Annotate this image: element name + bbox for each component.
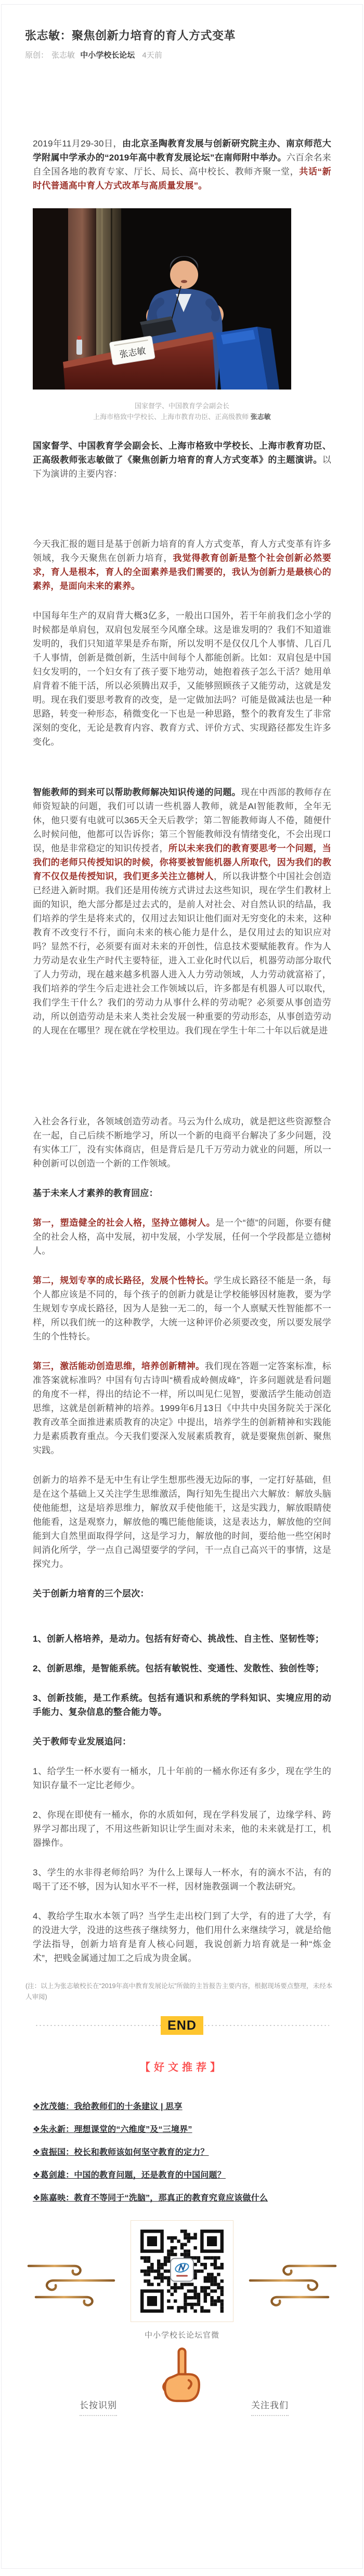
name-card-text: 张志敏	[119, 345, 147, 360]
text-segment: 第一，塑造健全的社会人格，坚持立德树人。	[33, 1218, 216, 1228]
caption-speaker-name: 张志敏	[250, 413, 271, 421]
article-paragraph	[33, 1909, 331, 1965]
article-paragraph	[33, 785, 331, 1038]
article-header	[2, 5, 362, 61]
text-segment: 创新力的培养不是无中生有让学生想那些漫无边际的事，一定打好基础，但是在这个基础上又关注学生思维激活，陶行知先生提出六大解放：解放头脑使他能想，这是培养思维力，解放双手使他能干，这是实践力，解放眼睛使他能看，这是观察力，解放他的嘴巴能他能谈，这是表达力，解放他的空间能到大自然里面取得学问，这是学习力，解放他的时间，要给他一些空闲时间消化所学，学一点自己渴望要学的学问，干一点自己高兴干的事情，这是探究力。	[33, 1475, 331, 1569]
byline	[25, 50, 339, 61]
text-segment: 国家督学、中国教育学会副会长、上海市格致中学校长、上海市教育功臣、正高级教师张志敏做了《聚焦创新力培育的育人方式变革》的主题演讲。	[33, 441, 331, 465]
text-segment: 基于未来人才素养的教育回应：	[33, 1188, 158, 1198]
follow-us-hint: 关注我们	[251, 2398, 289, 2416]
text-segment: 我觉得教育创新是整个社会创新必然要求，育人是根本，育人的全面素养是我们需要的，我认为创新力是最核心的素养，是面向未来的素养。	[33, 553, 331, 591]
section-heading	[33, 1186, 331, 1200]
caption-line-1: 国家督学、中国教育学会副会长	[134, 402, 229, 410]
pointing-hand-icon	[156, 2344, 208, 2404]
section-heading	[33, 1735, 331, 1749]
text-segment: 1、创新人格培养，是动力。包括有好奇心、挑战性、自主性、坚韧性等；	[33, 1634, 324, 1644]
text-segment: 中国每年生产的双肩背大概3亿多，一般出口国外，若干年前我们念小学的时候都是单肩包，双肩包发展至今风靡全球。这是谁发明的？我们不知道谁发明的，我们只知道苹果是乔布斯，所以发明不是仅仅几个人事情、几百几千人事情，创新是微创新，生活中间每个人都能创新。比如：双肩包是中国妇女发明的，一个妇女有了孩子要下地劳动，她抱着孩子怎么干活？她用单肩背着不能干活，所以必须腾出双手，又能够照顾孩子又能劳动，这就是发明。现在我们要思考教育的改变，是一定做加法吗？可能是做减法也是一种思路，转变一种形态，稍微变化一下也是一种思路，整个的教育发生了非常深刻的变化，无论是教育内容、教育方式、评价方式、实现路径都发生许多变化。	[33, 611, 331, 747]
article-body	[33, 439, 331, 1965]
recommend-link[interactable]: ❖葛剑雄：中国的教育问题，还是教育的中国问题？	[33, 2171, 226, 2180]
recommend-links	[33, 2101, 331, 2204]
qr-section	[2, 2215, 362, 2464]
article-content	[2, 137, 362, 2204]
text-segment: 学生成长路径不能是一条，每个人都应该是不同的，每个孩子的创新力就是让学校能够因材施教，要为学生规划专享成长路径，因为人是独一无二的，每一个人禀赋天性智能都不一样，所以我们统一的这种教学，大统一这种评价必须要改变，所以要发展学生的个性特长。	[33, 1276, 331, 1341]
page-title: 张志敏：聚焦创新力培育的育人方式变革	[25, 29, 236, 42]
spacer	[33, 497, 331, 537]
caption-line-2: 上海市格致中学校长、上海市教育功臣、正高级教师	[93, 413, 251, 421]
qr-caption: 中小学校长论坛官微	[144, 2331, 219, 2340]
byline-original-label: 原创：	[25, 51, 49, 60]
recommend-link[interactable]: ❖陈嘉映：教育不等同于“洗脑”，那真正的教育究竟应该做什么	[33, 2194, 268, 2203]
dotted-line	[203, 2025, 329, 2026]
article-paragraph	[33, 1691, 331, 1719]
text-segment: 关于教师专业发展追问：	[33, 1737, 132, 1747]
text-segment: 以下为演讲的主要内容：	[33, 455, 331, 479]
recommend-title: 【好文推荐】	[140, 2062, 224, 2073]
recommend-link[interactable]: ❖沈茂德：我给教师们的十条建议 | 思享	[33, 2102, 183, 2111]
cloud-ornament-right	[246, 2251, 340, 2314]
text-segment: 所以未来我们的教育要思考一个问题，当我们的老师只传授知识的时候，你将要被智能机器人所取代，因为我们的教育不仅仅是传授知识，我们更多关注立德树人	[33, 843, 331, 881]
editor-note: (注：以上为张志敏校长在“2019年高中教育发展论坛”所做的主旨报告主要内容，根据现场要点整理，未经本人审阅)	[25, 1982, 333, 2001]
article-page	[1, 4, 363, 2569]
article-paragraph	[33, 609, 331, 749]
spacer	[33, 1053, 331, 1115]
qr-center-logo	[170, 2258, 194, 2285]
cloud-ornament-left	[24, 2251, 118, 2314]
text-segment: 2、创新思维，是智能系统。包括有敏锐性、变通性、发散性、独创性等；	[33, 1663, 324, 1673]
recommend-link[interactable]: ❖朱永新：理想课堂的“六维度”及“三境界”	[33, 2125, 192, 2134]
spacer	[33, 764, 331, 785]
article-paragraph	[33, 1216, 331, 1258]
article-paragraph	[33, 1115, 331, 1171]
qr-code	[131, 2220, 233, 2322]
article-paragraph	[33, 1808, 331, 1850]
text-segment: ，所以我讲整个中国社会创造已经进入新时期。我们还是用传统方式讲过去这些知识，现在学生们教材上面的知识，绝大部分都是过去式的，是前人对社会、对自然认识的结晶，我们培养的学生是将来式的，仅用过去知识让他们面对无穷变化的未来，这种教育不改变行不行，面向未来的核心能力是什么，是仅用过去的知识应对吗？显然不行，必须要有面对未来的开创性，信息技术要赋能教育。作为人力劳动是农业生产时代主要特征，进入工业化时代以后，机器劳动部分取代了人力劳动，现在越来越多机器人进入人力劳动领域，人力劳动就富裕了，我们培养的学生今后走进社会工作领域以后，许多都是有机器人可以取代，我们学生干什么？我们的劳动力从事什么样的劳动呢？必须要从事创造劳动，所以创造劳动是未来人类社会发展一种重要的劳动形态，从事创造劳动的人现在在哪里？现在就在学校里边。我们现在学生十年二十年以后就是进	[33, 871, 331, 1036]
water-bottle	[76, 339, 82, 355]
section-heading	[33, 1587, 331, 1601]
byline-author: 张志敏	[51, 51, 75, 60]
speaker-photo[interactable]	[33, 208, 291, 392]
photo-caption	[2, 400, 362, 422]
text-segment: 2019年11月29-30日，	[33, 139, 122, 149]
text-segment: 第二，规划专享的成长路径，发展个性特长。	[33, 1276, 214, 1285]
long-press-hint: 长按识别	[80, 2398, 117, 2416]
end-badge: END	[161, 2016, 203, 2035]
article-paragraph	[33, 1359, 331, 1457]
text-segment: 3、创新技能，是工作系统。包括有通识和系统的学科知识、实境应用的动手能力、复杂信息的整合能力等。	[33, 1693, 331, 1717]
article-intro	[33, 137, 331, 193]
article-paragraph	[33, 1866, 331, 1894]
text-segment: 智能教师的到来可以帮助教师解决知识传递的问题。	[33, 787, 241, 797]
article-paragraph	[33, 537, 331, 593]
article-paragraph	[33, 1273, 331, 1344]
text-segment: 现在中西部的教师存在师资短缺的问题，我们可以请一些机器人教师，就是AI智能教师，全年无休，他只要有电就可以365天全天后教学；第二智能教师诲人不倦，随便什么时候问他，他都可以告诉你；第三个智能教师没有情绪变化，不会出现口误，他是非常稳定的知识传授者，	[33, 787, 331, 853]
text-segment: 3、学生的水非得老师给吗？为什么上课每人一杯水，有的滴水不沾，有的喝干了还不够，因为认知水平不一样，因材施教强调一个教法研究。	[33, 1868, 331, 1891]
text-segment: 4、教给学生取水本领了吗？当学生走出校门到了大学，有的进了大学，有的没进大学，没进的这些孩子继续努力，他们用什么来继续学习，就是给他学法指导，创新力培育是育人核心问题，我说创新力培育就是一种“炼金术”，把贱金属通过加工之后成为贵金属。	[33, 1911, 331, 1963]
dotted-line	[35, 2025, 161, 2026]
article-paragraph	[33, 1473, 331, 1571]
text-segment: 我们现在答题一定答案标准，标准答案就标准吗？中国有句古诗叫“横看成岭侧成峰”，许多问题就是看问题的角度不一样，得出的结论不一样，所以叫见仁见智，要激活学生能动创造思维，这就是创新精神的培养。1999年6月13日《中共中央国务院关于深化教育改革全面推进素质教育的决定》中提出，培养学生的创新精神和实践能力是素质教育重点。今天我们要深入发展素质教育，就是要聚焦创新、聚焦实践。	[33, 1361, 331, 1455]
article-paragraph	[33, 137, 331, 193]
recommend-link[interactable]: ❖袁振国：校长和教师该如何坚守教育的定力？	[33, 2148, 209, 2157]
text-segment: 入社会各行业，各领域创造劳动者。马云为什么成功，就是把这些资源整合在一起，自己后续不断地学习，所以一个新的电商平台解决了多少问题，没有实体工厂，没有实体商店，但是背后是几千万劳动力就业的问题，所以一种创新可以创造一个新的工作领域。	[33, 1117, 331, 1169]
text-segment: 1、给学生一杯水要有一桶水，几十年前的一桶水你还有多少，现在学生的知识存量不一定比老师少。	[33, 1766, 331, 1790]
end-divider	[35, 2016, 329, 2035]
article-paragraph	[33, 1661, 331, 1675]
text-segment: 今天我汇报的题目是基于创新力培育的育人方式变革，育人方式变革有许多领域，我今天聚焦在创新力培育，	[33, 539, 331, 563]
text-segment: 由北京圣陶教育发展与创新研究院主办、南京师范大学附属中学承办的“2019年高中教育发展论坛”在南师附中举办。	[33, 139, 331, 163]
article-paragraph	[33, 1632, 331, 1646]
spacer	[33, 1616, 331, 1632]
text-segment: 关于创新力培育的三个层次：	[33, 1589, 149, 1599]
text-segment: 第三，激活能动创造思维，培养创新精神。	[33, 1361, 205, 1371]
text-segment: 六百余名来自全国各地的教育专家、厅长、局长、高中校长、教师齐聚一堂，	[33, 153, 331, 177]
text-segment: 共话“新时代普通高中育人方式改革与高质量发展”。	[33, 167, 331, 191]
article-paragraph	[33, 439, 331, 481]
byline-account-link[interactable]: 中小学校长论坛	[80, 51, 135, 60]
article-paragraph	[33, 1764, 331, 1792]
byline-time: 4天前	[142, 51, 162, 60]
text-segment: 是一个“德”的问题，你要有健全的社会人格，高中发展，初中发展，小学发展，任何一个学段都是立德树人。	[33, 1218, 332, 1256]
text-segment: 2、你现在即使有一桶水，你的水质如何，现在学科发展了，边缘学科、跨界学习都出现了，不用这些新知识让学生面对未来，他的未来就是打工，机器操作。	[33, 1810, 331, 1848]
